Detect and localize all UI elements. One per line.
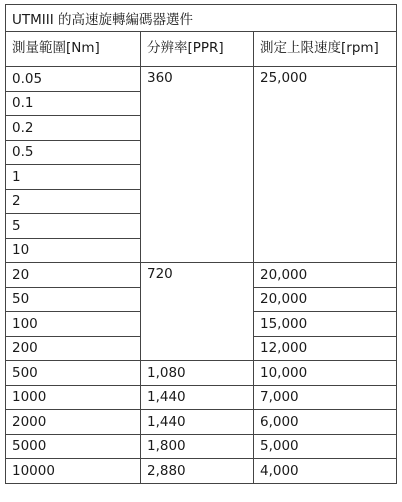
speed-cell: 7,000 — [254, 385, 397, 410]
speed-cell: 10,000 — [254, 361, 397, 386]
range-cell: 0.5 — [6, 140, 141, 165]
range-cell: 2000 — [6, 410, 141, 435]
speed-cell: 15,000 — [254, 312, 397, 337]
table-row — [6, 459, 397, 484]
speed-cell: 12,000 — [254, 336, 397, 361]
range-cell: 100 — [6, 312, 141, 337]
range-cell: 10 — [6, 238, 141, 263]
ppr-cell: 360 — [141, 67, 254, 263]
ppr-cell: 1,080 — [141, 361, 254, 386]
table-row — [6, 434, 397, 459]
ppr-cell: 1,440 — [141, 410, 254, 435]
table-row — [6, 67, 397, 92]
range-cell: 1 — [6, 165, 141, 190]
table-title: UTMIII 的高速旋轉編碼器選件 — [6, 5, 397, 32]
range-cell: 0.2 — [6, 116, 141, 141]
header-ppr: 分辨率[PPR] — [141, 32, 254, 67]
table-row — [6, 410, 397, 435]
speed-cell: 4,000 — [254, 459, 397, 484]
range-cell: 500 — [6, 361, 141, 386]
range-cell: 1000 — [6, 385, 141, 410]
ppr-cell: 1,440 — [141, 385, 254, 410]
table-row — [6, 385, 397, 410]
speed-cell: 25,000 — [254, 67, 397, 263]
range-cell: 0.1 — [6, 91, 141, 116]
range-cell: 5000 — [6, 434, 141, 459]
ppr-cell: 720 — [141, 263, 254, 361]
speed-cell: 5,000 — [254, 434, 397, 459]
table-row — [6, 263, 397, 288]
title-row — [6, 5, 397, 32]
range-cell: 10000 — [6, 459, 141, 484]
range-cell: 5 — [6, 214, 141, 239]
encoder-spec-table — [5, 4, 397, 484]
speed-cell: 20,000 — [254, 263, 397, 288]
ppr-cell: 1,800 — [141, 434, 254, 459]
header-range: 測量範圍[Nm] — [6, 32, 141, 67]
speed-cell: 20,000 — [254, 287, 397, 312]
range-cell: 0.05 — [6, 67, 141, 92]
range-cell: 200 — [6, 336, 141, 361]
range-cell: 50 — [6, 287, 141, 312]
ppr-cell: 2,880 — [141, 459, 254, 484]
range-cell: 2 — [6, 189, 141, 214]
header-speed: 測定上限速度[rpm] — [254, 32, 397, 67]
range-cell: 20 — [6, 263, 141, 288]
speed-cell: 6,000 — [254, 410, 397, 435]
table-row — [6, 361, 397, 386]
